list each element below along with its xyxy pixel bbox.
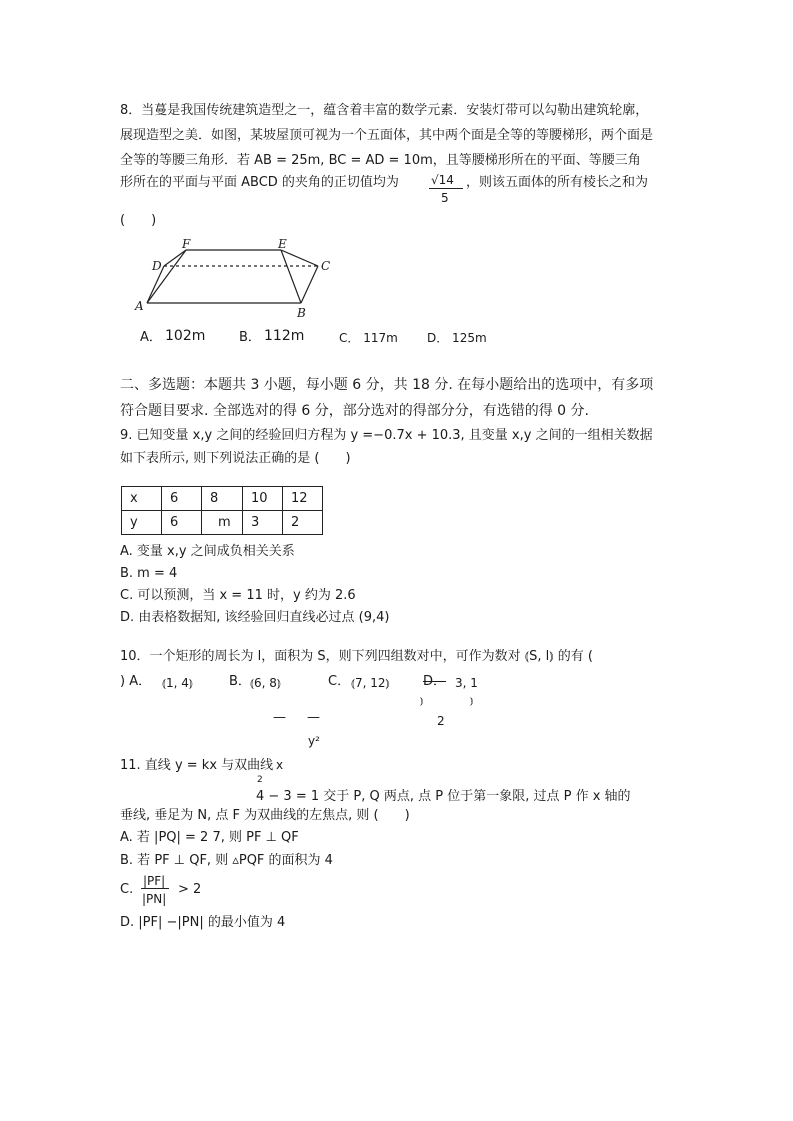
figure-label-A: A (135, 299, 144, 313)
table-cell: 10 (243, 487, 283, 511)
edge-BE (281, 250, 301, 303)
q10-bracket-mark-1: ⦆ (420, 696, 424, 707)
figure-label-E: E (278, 237, 287, 251)
q11-option-d: D. |PF| −|PN| 的最小值为 4 (120, 915, 286, 930)
q11-two-subscript: 2 (257, 775, 263, 785)
figure-label-B: B (297, 306, 306, 320)
q8-option-b-label: B． (239, 330, 261, 345)
table-cell: 3 (243, 511, 283, 535)
q11-line-3: 垂线, 垂足为 N, 点 F 为双曲线的左焦点, 则 ( ) (120, 808, 410, 823)
q11-option-c-denominator: |PN| (142, 892, 167, 906)
table-cell: 6 (162, 511, 202, 535)
section-2-line-2: 符合题目要求. 全部选对的得 6 分，部分选对的得部分分，有选错的得 0 分. (120, 403, 589, 419)
q9-option-c: C. 可以预测，当 x = 11 时，y 约为 2.6 (120, 588, 356, 603)
q8-option-a-value: 102m (165, 328, 206, 344)
q8-fraction-denominator: 5 (441, 191, 449, 205)
q10-dash-2: — (307, 710, 320, 725)
table-cell: 12 (283, 487, 323, 511)
q11-line-1: 11. 直线 y = kx 与双曲线 (120, 758, 274, 773)
edge-CE (281, 250, 318, 266)
q11-option-b: B. 若 PF ⊥ QF, 则 ▵PQF 的面积为 4 (120, 853, 333, 868)
q11-option-a: A. 若 |PQ| = 2 7, 则 PF ⊥ QF (120, 830, 299, 845)
q10-option-b-label: B． (229, 674, 251, 689)
table-cell: 8 (202, 487, 243, 511)
table-cell: 2 (283, 511, 323, 535)
q9-option-b: B. m = 4 (120, 566, 178, 581)
q8-option-c: C． 117m (339, 331, 398, 345)
table-cell: m (202, 511, 243, 535)
q10-option-b: ⦅6, 8⦆ (250, 676, 281, 690)
q10-option-d: 3, 1 (455, 676, 478, 690)
q8-answer-paren: ( ) (120, 213, 157, 228)
q9-data-table (121, 486, 323, 535)
q10-option-d-label: D． (423, 674, 447, 689)
q9-option-d: D. 由表格数据知, 该经验回归直线必过点 (9,4) (120, 610, 390, 625)
q9-option-a: A. 变量 x,y 之间成负相关关系 (120, 544, 295, 559)
q10-bracket-mark-2: ⦆ (470, 696, 474, 707)
table-cell: x (122, 487, 162, 511)
q10-dash-1: — (273, 710, 286, 725)
q10-y-squared: y² (308, 734, 320, 748)
q10-option-a: ⦅1, 4⦆ (162, 676, 193, 690)
table-row-y (122, 511, 323, 535)
q11-option-c-relation: > 2 (178, 882, 202, 897)
q8-line-1: 8．当蔓是我国传统建筑造型之一，蕴含着丰富的数学元素．安装灯带可以勾勒出建筑轮廓， (120, 103, 649, 118)
q8-line-2: 展现造型之美．如图，某坡屋顶可视为一个五面体，其中两个面是全等的等腰梯形，两个面是 (120, 128, 654, 143)
q10-option-c-label: C． (328, 674, 351, 689)
section-2-line-1: 二、多选题：本题共 3 小题，每小题 6 分，共 18 分. 在每小题给出的选项中，有多项 (120, 377, 654, 393)
q11-option-c-fraction-bar (141, 888, 169, 889)
q10-line-1: 10．一个矩形的周长为 l，面积为 S，则下列四组数对中，可作为数对 ⦅S, l⦆ 的有 ( (120, 649, 593, 664)
q10-option-d-denominator: 2 (437, 714, 445, 728)
figure-label-F: F (182, 237, 191, 251)
q8-line-4a: 形所在的平面与平面 ABCD 的夹角的正切值均为 (120, 175, 399, 190)
q10-option-c: ⦅7, 12⦆ (351, 676, 390, 690)
q9-line-2: 如下表所示, 则下列说法正确的是 ( ) (120, 451, 351, 466)
table-cell: 6 (162, 487, 202, 511)
edge-BC (301, 266, 318, 303)
q9-line-1: 9. 已知变量 x,y 之间的经验回归方程为 y =−0.7x + 10.3, 且变量 x,y 之间的一组相关数据 (120, 428, 653, 443)
table-row-x (122, 487, 323, 511)
q11-line-2: 4 − 3 = 1 交于 P, Q 两点, 点 P 位于第一象限, 过点 P 作 x 轴的 (256, 789, 631, 804)
figure-label-D: D (152, 259, 162, 273)
q8-line-3: 全等的等腰三角形．若 AB = 25m, BC = AD = 10m，且等腰梯形所在的平面、等腰三角 (120, 153, 641, 168)
q8-option-a-label: A． (140, 330, 162, 345)
q8-line-4b: ，则该五面体的所有棱长之和为 (466, 175, 649, 190)
q8-option-b-value: 112m (264, 328, 305, 344)
q8-option-d: D． 125m (427, 331, 487, 345)
q8-fraction-numerator: √14 (431, 173, 454, 187)
q11-option-c-label: C. (120, 882, 134, 897)
q8-fraction-bar (429, 188, 463, 189)
q10-line-2-prefix: ) A． (120, 674, 152, 689)
q11-option-c-numerator: |PF| (143, 874, 166, 888)
q11-x-superscript: x (276, 758, 284, 772)
figure-label-C: C (321, 259, 331, 273)
edge-DF (164, 250, 186, 266)
table-cell: y (122, 511, 162, 535)
